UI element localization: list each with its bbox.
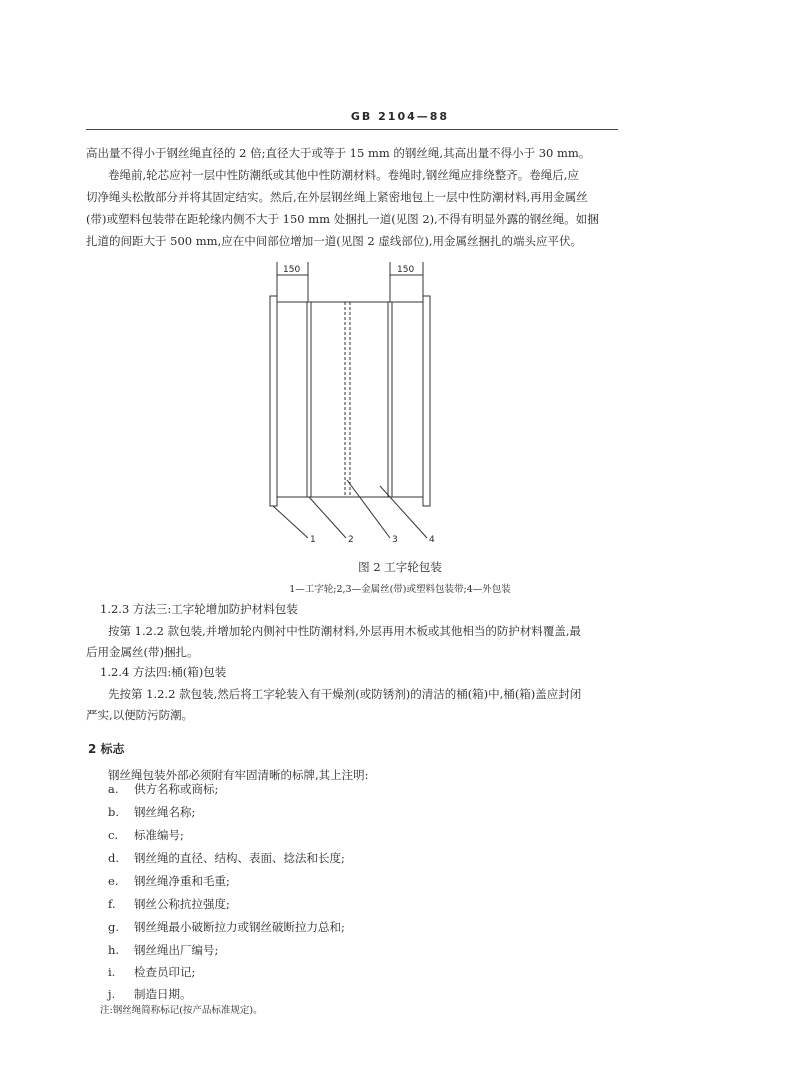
dim-label-left: 150 (283, 265, 301, 275)
intro-line-5: 扎道的间距大于 500 mm,应在中间部位增加一道(见图 2 虚线部位),用金属丝捆扎的端头应平伏。 (86, 234, 582, 248)
list-item-text: 钢丝公称抗拉强度; (134, 897, 230, 911)
s1-2-3-line-2: 后用金属丝(带)捆扎。 (86, 645, 199, 659)
list-item-letter: f. (108, 897, 116, 911)
page-header: GB 2104—88 (350, 110, 450, 123)
callout-4: 4 (429, 535, 435, 545)
binding-band-right (388, 302, 392, 497)
list-item-text: 钢丝绳净重和毛重; (134, 874, 230, 888)
list-item-text: 标准编号; (134, 828, 184, 842)
marking-list-item (108, 984, 192, 1004)
s1-2-3-line-1: 按第 1.2.2 款包装,并增加轮内侧衬中性防潮材料,外层再用木板或其他相当的防护材料覆盖,最 (108, 624, 582, 638)
marking-list-item (108, 825, 184, 845)
marking-list-item (108, 871, 230, 891)
marking-list-item (108, 940, 218, 960)
list-item-text: 供方名称或商标; (134, 782, 219, 796)
list-item-text: 检查员印记; (134, 965, 196, 979)
list-item-letter: g. (108, 920, 120, 934)
list-item-letter: h. (108, 943, 120, 957)
intro-line-1: 高出量不得小于钢丝绳直径的 2 倍;直径大于或等于 15 mm 的钢丝绳,其高出量不得小于 30 mm。 (86, 146, 591, 160)
dim-label-right: 150 (397, 265, 415, 275)
callout-3: 3 (392, 535, 398, 545)
list-item-text: 钢丝绳的直径、结构、表面、捻法和长度; (134, 851, 345, 865)
marking-list-item (108, 894, 230, 914)
list-item-letter: e. (108, 874, 119, 888)
list-item-text: 钢丝绳最小破断拉力或钢丝破断拉力总和; (134, 920, 345, 934)
heading-1-2-4: 1.2.4 方法四:桶(箱)包装 (100, 665, 227, 679)
intro-line-2: 卷绳前,轮芯应衬一层中性防潮纸或其他中性防潮材料。卷绳时,钢丝绳应排绕整齐。卷绳后,应 (108, 168, 579, 182)
section-2-title: 2 标志 (88, 742, 125, 756)
list-item-text: 钢丝绳出厂编号; (134, 943, 219, 957)
marking-list-item (108, 802, 195, 822)
section-2-intro: 钢丝绳包装外部必须附有牢固清晰的标牌,其上注明: (108, 768, 369, 782)
list-item-letter: d. (108, 851, 120, 865)
left-flange (270, 296, 277, 506)
list-item-letter: j. (108, 987, 116, 1001)
marking-list-item (108, 962, 195, 982)
callout-1: 1 (310, 535, 316, 545)
leader-3 (347, 480, 390, 538)
right-flange (423, 296, 430, 506)
leader-2 (309, 497, 346, 538)
binding-band-left (307, 302, 311, 497)
leader-1 (273, 506, 308, 538)
list-item-letter: i. (108, 965, 116, 979)
list-item-letter: b. (108, 805, 120, 819)
callout-2: 2 (348, 535, 354, 545)
marking-list-item (108, 917, 345, 937)
s1-2-4-line-1: 先按第 1.2.2 款包装,然后将工字轮装入有干燥剂(或防锈剂)的清洁的桶(箱)中,桶(箱)盖应封闭 (108, 687, 582, 701)
marking-list-item (108, 848, 345, 868)
marking-list-item (108, 779, 218, 799)
s1-2-4-line-2: 严实,以便防污防潮。 (86, 708, 194, 722)
section-2-note: 注:钢丝绳简称标记(按产品标准规定)。 (100, 1005, 263, 1016)
figure-caption: 图 2 工字轮包装 (358, 560, 442, 574)
intro-line-3: 切净绳头松散部分并将其固定结实。然后,在外层钢丝绳上紧密地包上一层中性防潮材料,再用金属丝 (86, 190, 588, 204)
list-item-letter: a. (108, 782, 119, 796)
figure-legend: 1—工字轮;2,3—金属丝(带)或塑料包装带;4—外包装 (289, 584, 511, 595)
heading-1-2-3: 1.2.3 方法三:工字轮增加防护材料包装 (100, 602, 298, 616)
list-item-text: 钢丝绳名称; (134, 805, 196, 819)
list-item-letter: c. (108, 828, 119, 842)
list-item-text: 制造日期。 (134, 987, 192, 1001)
intro-line-4: (带)或塑料包装带在距轮缘内侧不大于 150 mm 处捆扎一道(见图 2),不得有明显外露的钢丝绳。如捆 (86, 212, 599, 226)
leader-4 (380, 486, 427, 538)
